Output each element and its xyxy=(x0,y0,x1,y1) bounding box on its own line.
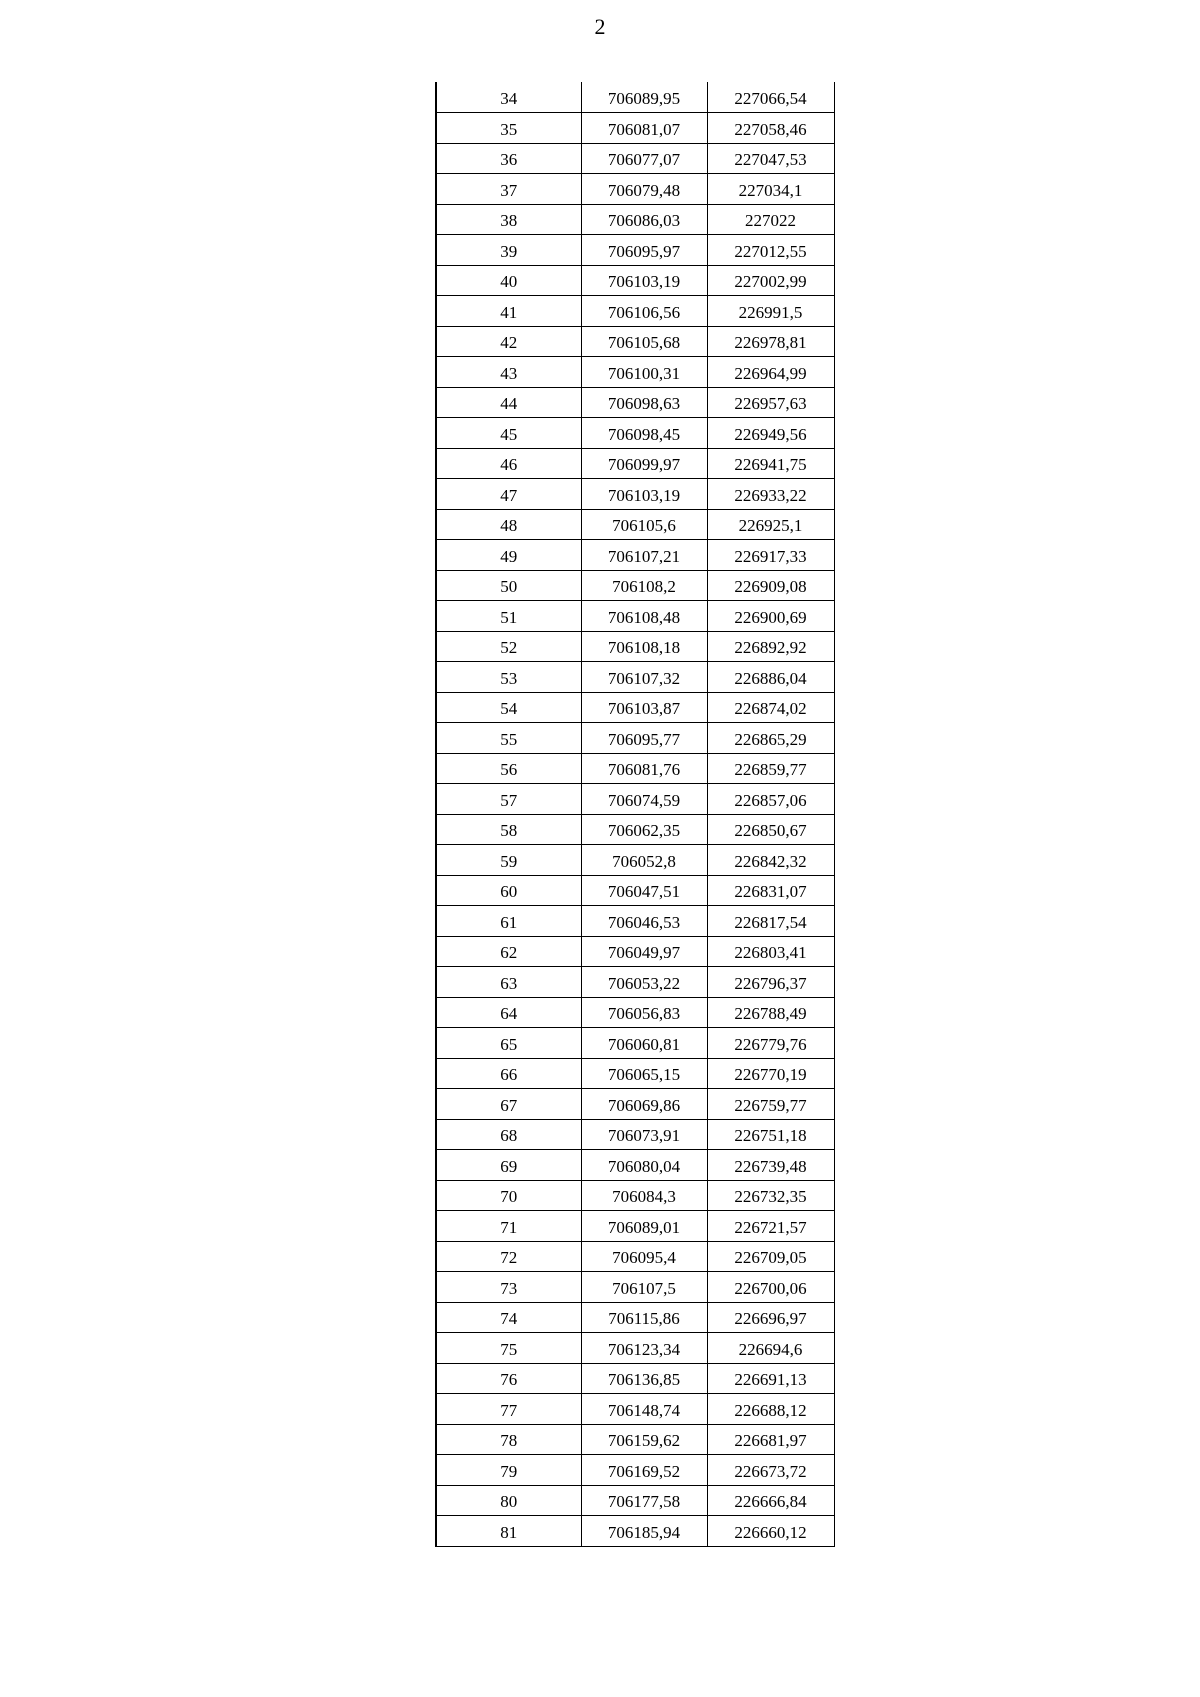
point-number-cell: 51 xyxy=(436,601,581,632)
table-row xyxy=(436,1302,834,1333)
point-number-cell: 62 xyxy=(436,936,581,967)
y-coordinate-cell: 226900,69 xyxy=(707,601,834,632)
x-coordinate-cell: 706095,97 xyxy=(581,235,707,266)
y-coordinate-cell: 226909,08 xyxy=(707,570,834,601)
point-number-cell: 36 xyxy=(436,143,581,174)
y-coordinate-cell: 227047,53 xyxy=(707,143,834,174)
table-row xyxy=(436,997,834,1028)
table-row xyxy=(436,1028,834,1059)
x-coordinate-cell: 706107,5 xyxy=(581,1272,707,1303)
x-coordinate-cell: 706107,32 xyxy=(581,662,707,693)
point-number-cell: 79 xyxy=(436,1455,581,1486)
y-coordinate-cell: 227066,54 xyxy=(707,82,834,113)
table-row xyxy=(436,692,834,723)
x-coordinate-cell: 706159,62 xyxy=(581,1424,707,1455)
table-row xyxy=(436,1272,834,1303)
point-number-cell: 35 xyxy=(436,113,581,144)
point-number-cell: 68 xyxy=(436,1119,581,1150)
table-row xyxy=(436,357,834,388)
point-number-cell: 38 xyxy=(436,204,581,235)
point-number-cell: 81 xyxy=(436,1516,581,1547)
x-coordinate-cell: 706099,97 xyxy=(581,448,707,479)
x-coordinate-cell: 706148,74 xyxy=(581,1394,707,1425)
point-number-cell: 41 xyxy=(436,296,581,327)
x-coordinate-cell: 706103,19 xyxy=(581,479,707,510)
point-number-cell: 78 xyxy=(436,1424,581,1455)
y-coordinate-cell: 226850,67 xyxy=(707,814,834,845)
point-number-cell: 72 xyxy=(436,1241,581,1272)
y-coordinate-cell: 226673,72 xyxy=(707,1455,834,1486)
table-row xyxy=(436,204,834,235)
x-coordinate-cell: 706074,59 xyxy=(581,784,707,815)
y-coordinate-cell: 226831,07 xyxy=(707,875,834,906)
table-row xyxy=(436,967,834,998)
point-number-cell: 53 xyxy=(436,662,581,693)
y-coordinate-cell: 227012,55 xyxy=(707,235,834,266)
x-coordinate-cell: 706100,31 xyxy=(581,357,707,388)
point-number-cell: 47 xyxy=(436,479,581,510)
x-coordinate-cell: 706081,07 xyxy=(581,113,707,144)
point-number-cell: 80 xyxy=(436,1485,581,1516)
y-coordinate-cell: 226694,6 xyxy=(707,1333,834,1364)
table-row xyxy=(436,296,834,327)
table-row xyxy=(436,936,834,967)
y-coordinate-cell: 226874,02 xyxy=(707,692,834,723)
x-coordinate-cell: 706108,18 xyxy=(581,631,707,662)
point-number-cell: 34 xyxy=(436,82,581,113)
x-coordinate-cell: 706106,56 xyxy=(581,296,707,327)
point-number-cell: 46 xyxy=(436,448,581,479)
x-coordinate-cell: 706077,07 xyxy=(581,143,707,174)
x-coordinate-cell: 706086,03 xyxy=(581,204,707,235)
point-number-cell: 69 xyxy=(436,1150,581,1181)
table-row xyxy=(436,235,834,266)
y-coordinate-cell: 226857,06 xyxy=(707,784,834,815)
table-row xyxy=(436,1516,834,1547)
point-number-cell: 59 xyxy=(436,845,581,876)
table-row xyxy=(436,1363,834,1394)
table-row xyxy=(436,326,834,357)
y-coordinate-cell: 226770,19 xyxy=(707,1058,834,1089)
x-coordinate-cell: 706069,86 xyxy=(581,1089,707,1120)
point-number-cell: 76 xyxy=(436,1363,581,1394)
point-number-cell: 58 xyxy=(436,814,581,845)
x-coordinate-cell: 706062,35 xyxy=(581,814,707,845)
y-coordinate-cell: 226859,77 xyxy=(707,753,834,784)
y-coordinate-cell: 226666,84 xyxy=(707,1485,834,1516)
table-row xyxy=(436,479,834,510)
y-coordinate-cell: 226681,97 xyxy=(707,1424,834,1455)
y-coordinate-cell: 226739,48 xyxy=(707,1150,834,1181)
point-number-cell: 40 xyxy=(436,265,581,296)
point-number-cell: 75 xyxy=(436,1333,581,1364)
point-number-cell: 73 xyxy=(436,1272,581,1303)
x-coordinate-cell: 706098,63 xyxy=(581,387,707,418)
x-coordinate-cell: 706108,48 xyxy=(581,601,707,632)
y-coordinate-cell: 226732,35 xyxy=(707,1180,834,1211)
point-number-cell: 63 xyxy=(436,967,581,998)
y-coordinate-cell: 226892,92 xyxy=(707,631,834,662)
point-number-cell: 57 xyxy=(436,784,581,815)
page-number: 2 xyxy=(594,14,606,39)
x-coordinate-cell: 706103,87 xyxy=(581,692,707,723)
table-row xyxy=(436,1150,834,1181)
y-coordinate-cell: 226817,54 xyxy=(707,906,834,937)
table-row xyxy=(436,1333,834,1364)
y-coordinate-cell: 227022 xyxy=(707,204,834,235)
x-coordinate-cell: 706098,45 xyxy=(581,418,707,449)
table-row xyxy=(436,784,834,815)
point-number-cell: 60 xyxy=(436,875,581,906)
x-coordinate-cell: 706095,77 xyxy=(581,723,707,754)
point-number-cell: 61 xyxy=(436,906,581,937)
x-coordinate-cell: 706056,83 xyxy=(581,997,707,1028)
y-coordinate-cell: 226941,75 xyxy=(707,448,834,479)
y-coordinate-cell: 226957,63 xyxy=(707,387,834,418)
x-coordinate-cell: 706073,91 xyxy=(581,1119,707,1150)
point-number-cell: 65 xyxy=(436,1028,581,1059)
y-coordinate-cell: 226691,13 xyxy=(707,1363,834,1394)
y-coordinate-cell: 226865,29 xyxy=(707,723,834,754)
x-coordinate-cell: 706105,6 xyxy=(581,509,707,540)
table-row xyxy=(436,1394,834,1425)
x-coordinate-cell: 706065,15 xyxy=(581,1058,707,1089)
y-coordinate-cell: 226688,12 xyxy=(707,1394,834,1425)
table-row xyxy=(436,631,834,662)
table-row xyxy=(436,906,834,937)
point-number-cell: 67 xyxy=(436,1089,581,1120)
y-coordinate-cell: 227002,99 xyxy=(707,265,834,296)
x-coordinate-cell: 706185,94 xyxy=(581,1516,707,1547)
point-number-cell: 56 xyxy=(436,753,581,784)
point-number-cell: 45 xyxy=(436,418,581,449)
table-row xyxy=(436,1424,834,1455)
table-row xyxy=(436,418,834,449)
table-row xyxy=(436,1119,834,1150)
table-row xyxy=(436,113,834,144)
table-row xyxy=(436,1058,834,1089)
x-coordinate-cell: 706177,58 xyxy=(581,1485,707,1516)
x-coordinate-cell: 706107,21 xyxy=(581,540,707,571)
x-coordinate-cell: 706108,2 xyxy=(581,570,707,601)
table-row xyxy=(436,1241,834,1272)
y-coordinate-cell: 226700,06 xyxy=(707,1272,834,1303)
point-number-cell: 48 xyxy=(436,509,581,540)
table-row xyxy=(436,540,834,571)
y-coordinate-cell: 226803,41 xyxy=(707,936,834,967)
x-coordinate-cell: 706115,86 xyxy=(581,1302,707,1333)
point-number-cell: 50 xyxy=(436,570,581,601)
x-coordinate-cell: 706103,19 xyxy=(581,265,707,296)
point-number-cell: 70 xyxy=(436,1180,581,1211)
x-coordinate-cell: 706081,76 xyxy=(581,753,707,784)
point-number-cell: 74 xyxy=(436,1302,581,1333)
y-coordinate-cell: 226751,18 xyxy=(707,1119,834,1150)
y-coordinate-cell: 226917,33 xyxy=(707,540,834,571)
table-row xyxy=(436,143,834,174)
x-coordinate-cell: 706123,34 xyxy=(581,1333,707,1364)
table-row xyxy=(436,265,834,296)
y-coordinate-cell: 226696,97 xyxy=(707,1302,834,1333)
y-coordinate-cell: 226991,5 xyxy=(707,296,834,327)
y-coordinate-cell: 227034,1 xyxy=(707,174,834,205)
point-number-cell: 37 xyxy=(436,174,581,205)
x-coordinate-cell: 706089,95 xyxy=(581,82,707,113)
y-coordinate-cell: 226842,32 xyxy=(707,845,834,876)
point-number-cell: 54 xyxy=(436,692,581,723)
x-coordinate-cell: 706052,8 xyxy=(581,845,707,876)
table-row xyxy=(436,82,834,113)
point-number-cell: 55 xyxy=(436,723,581,754)
x-coordinate-cell: 706169,52 xyxy=(581,1455,707,1486)
table-row xyxy=(436,1485,834,1516)
table-row xyxy=(436,875,834,906)
x-coordinate-cell: 706136,85 xyxy=(581,1363,707,1394)
x-coordinate-cell: 706105,68 xyxy=(581,326,707,357)
y-coordinate-cell: 226796,37 xyxy=(707,967,834,998)
x-coordinate-cell: 706079,48 xyxy=(581,174,707,205)
y-coordinate-cell: 226933,22 xyxy=(707,479,834,510)
point-number-cell: 39 xyxy=(436,235,581,266)
y-coordinate-cell: 226721,57 xyxy=(707,1211,834,1242)
x-coordinate-cell: 706095,4 xyxy=(581,1241,707,1272)
table-row xyxy=(436,387,834,418)
x-coordinate-cell: 706053,22 xyxy=(581,967,707,998)
table-row xyxy=(436,509,834,540)
x-coordinate-cell: 706089,01 xyxy=(581,1211,707,1242)
table-row xyxy=(436,601,834,632)
point-number-cell: 77 xyxy=(436,1394,581,1425)
table-row xyxy=(436,814,834,845)
y-coordinate-cell: 226779,76 xyxy=(707,1028,834,1059)
x-coordinate-cell: 706046,53 xyxy=(581,906,707,937)
x-coordinate-cell: 706060,81 xyxy=(581,1028,707,1059)
y-coordinate-cell: 226925,1 xyxy=(707,509,834,540)
table-row xyxy=(436,723,834,754)
table-row xyxy=(436,448,834,479)
x-coordinate-cell: 706049,97 xyxy=(581,936,707,967)
y-coordinate-cell: 226788,49 xyxy=(707,997,834,1028)
point-number-cell: 52 xyxy=(436,631,581,662)
table-row xyxy=(436,1211,834,1242)
point-number-cell: 44 xyxy=(436,387,581,418)
table-row xyxy=(436,662,834,693)
point-number-cell: 64 xyxy=(436,997,581,1028)
point-number-cell: 66 xyxy=(436,1058,581,1089)
coordinates-table-body xyxy=(436,82,834,1546)
point-number-cell: 71 xyxy=(436,1211,581,1242)
x-coordinate-cell: 706080,04 xyxy=(581,1150,707,1181)
y-coordinate-cell: 226964,99 xyxy=(707,357,834,388)
y-coordinate-cell: 226759,77 xyxy=(707,1089,834,1120)
table-row xyxy=(436,845,834,876)
point-number-cell: 42 xyxy=(436,326,581,357)
y-coordinate-cell: 226886,04 xyxy=(707,662,834,693)
table-row xyxy=(436,174,834,205)
point-number-cell: 49 xyxy=(436,540,581,571)
y-coordinate-cell: 227058,46 xyxy=(707,113,834,144)
table-row xyxy=(436,753,834,784)
y-coordinate-cell: 226949,56 xyxy=(707,418,834,449)
table-row xyxy=(436,570,834,601)
x-coordinate-cell: 706084,3 xyxy=(581,1180,707,1211)
table-row xyxy=(436,1089,834,1120)
x-coordinate-cell: 706047,51 xyxy=(581,875,707,906)
y-coordinate-cell: 226709,05 xyxy=(707,1241,834,1272)
y-coordinate-cell: 226660,12 xyxy=(707,1516,834,1547)
table-row xyxy=(436,1180,834,1211)
coordinates-table xyxy=(435,82,835,1547)
y-coordinate-cell: 226978,81 xyxy=(707,326,834,357)
table-row xyxy=(436,1455,834,1486)
point-number-cell: 43 xyxy=(436,357,581,388)
